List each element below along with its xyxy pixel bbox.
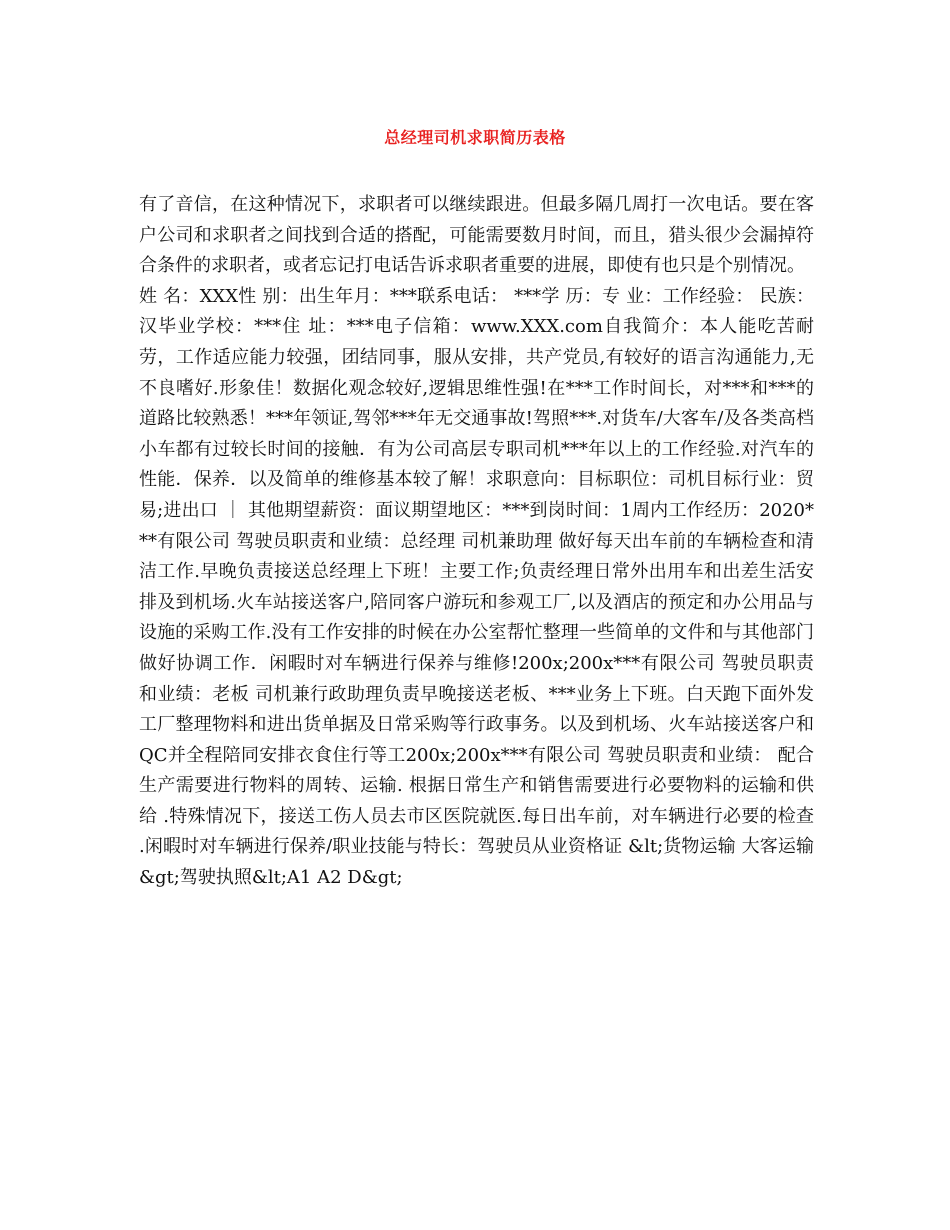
paragraph-resume-details: 姓 名：XXX性 别：出生年月：***联系电话： ***学 历：专 业：工作经验： 民族：汉毕业学校：***住 址：***电子信箱：www.XXX.com自我简介：本人能吃苦耐劳，工作适应能力较强，团结同事，服从安排，共产党员,有较好的语言沟通能力,无不良嗜好.形象佳！数据化观念较好,逻辑思维性强!在***工作时间长，对***和***的道路比较熟悉！***年领证,驾邻***年无交通事故!驾照***.对货车/大客车/及各类高档小车都有过较长时间的接触．有为公司高层专职司机***年以上的工作经验.对汽车的性能．保养．以及简单的维修基本较了解！求职意向：目标职位：司机目标行业：贸易;进出口 ｜ 其他期望薪资：面议期望地区：***到岗时间：1周内工作经历：2020***有限公司 驾驶员职责和业绩：总经理 司机兼助理 做好每天出车前的车辆检查和清洁工作.早晚负责接送总经理上下班！主要工作;负责经理日常外出用车和出差生活安排及到机场.火车站接送客户,陪同客户游玩和参观工厂,以及酒店的预定和办公用品与设施的采购工作.没有工作安排的时候在办公室帮忙整理一些简单的文件和与其他部门做好协调工作．闲暇时对车辆进行保养与维修!200x;200x***有限公司 驾驶员职责和业绩：老板 司机兼行政助理负责早晚接送老板、***业务上下班。白天跑下面外发工厂整理物料和进出货单据及日常采购等行政事务。以及到机场、火车站接送客户和QC并全程陪同安排衣食住行等工200x;200x***有限公司 驾驶员职责和业绩： 配合生产需要进行物料的周转、运输. 根据日常生产和销售需要进行必要物料的运输和供给 .特殊情况下，接送工伤人员去市区医院就医.每日出车前，对车辆进行必要的检查 .闲暇时对车辆进行保养/职业技能与特长：驾驶员从业资格证 &lt;货物运输 大客运输&gt;驾驶执照&lt;A1 A2 D&gt;	[139, 285, 814, 889]
paragraph-intro: 有了音信，在这种情况下，求职者可以继续跟进。但最多隔几周打一次电话。要在客户公司和求职者之间找到合适的搭配，可能需要数月时间，而且，猎头很少会漏掉符合条件的求职者，或者忘记打电话告诉求职者重要的进展，即使有也只是个别情况。	[139, 194, 814, 277]
document-title: 总经理司机求职简历表格	[384, 128, 566, 147]
document-body	[139, 190, 814, 894]
